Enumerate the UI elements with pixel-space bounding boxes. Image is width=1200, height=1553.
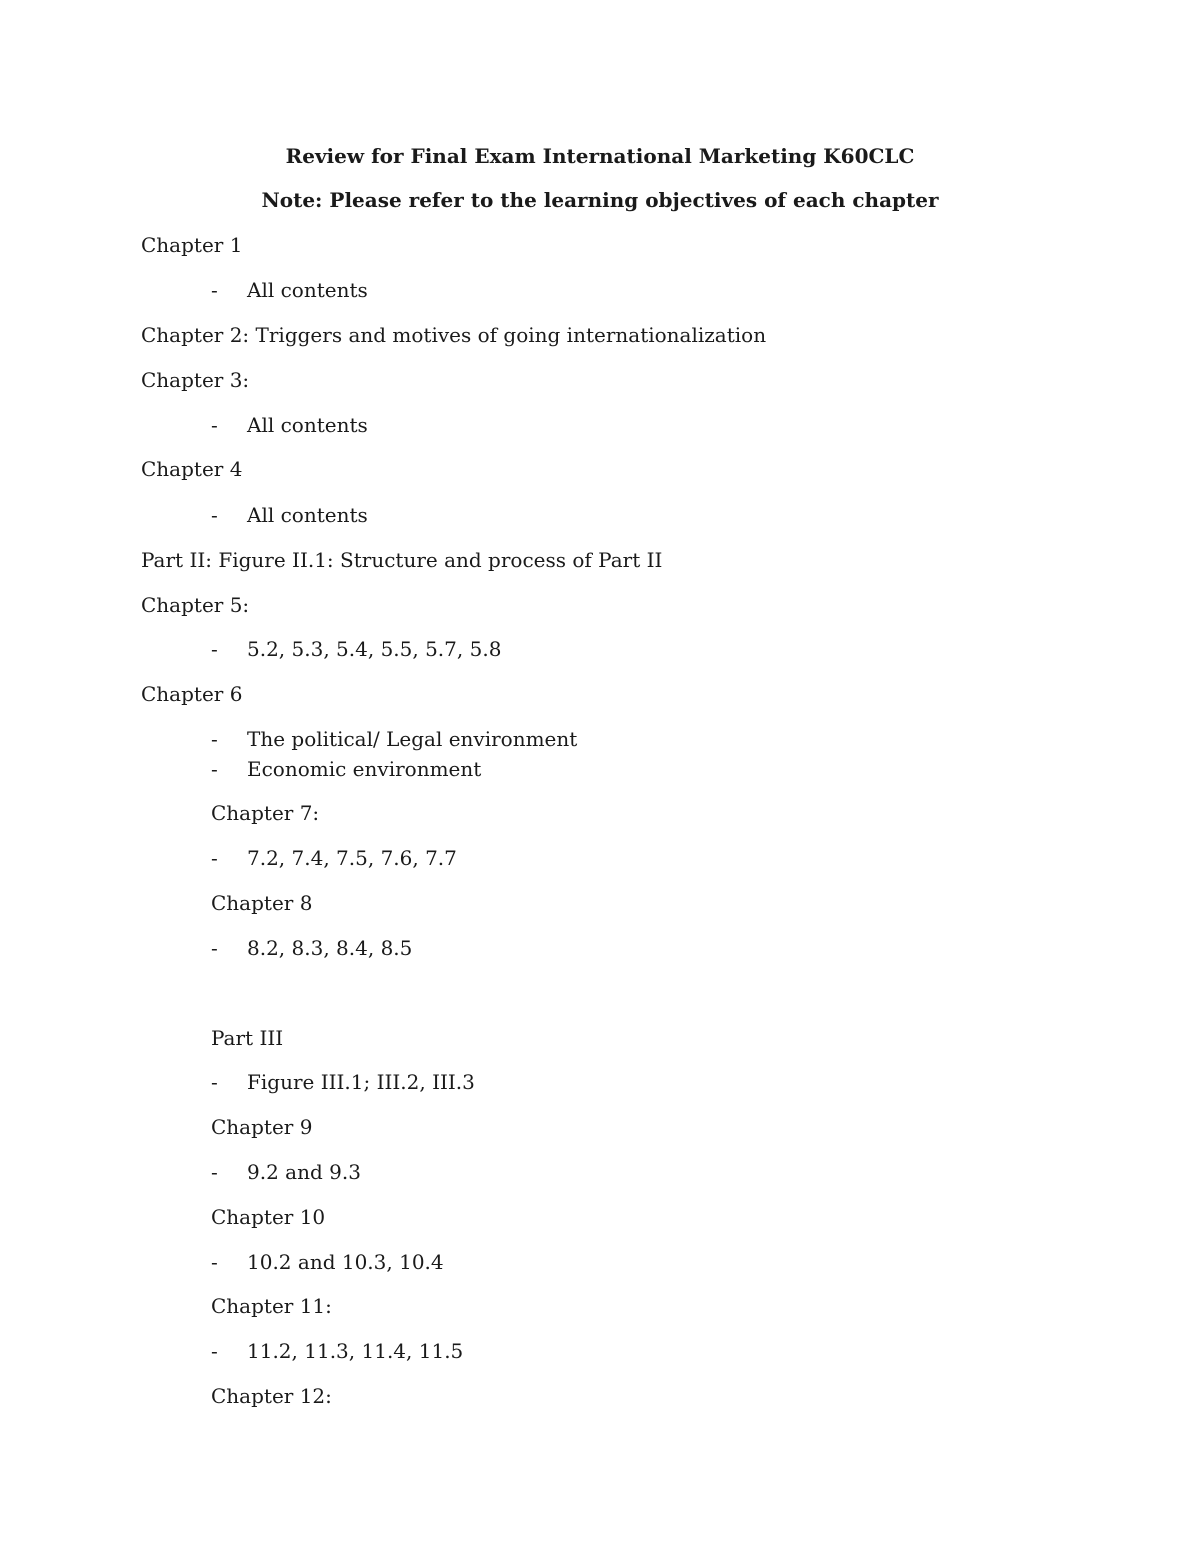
bullet-dash: -	[211, 1250, 218, 1274]
part-3-item: Figure III.1; III.2, III.3	[247, 1070, 475, 1094]
chapter-4-heading: Chapter 4	[141, 457, 243, 481]
chapter-10-heading: Chapter 10	[211, 1205, 326, 1229]
chapter-3-item: All contents	[247, 413, 368, 437]
chapter-2-heading: Chapter 2: Triggers and motives of going internationalization	[141, 323, 767, 347]
chapter-7-item: 7.2, 7.4, 7.5, 7.6, 7.7	[247, 846, 457, 870]
part-2-heading: Part II: Figure II.1: Structure and process of Part II	[141, 548, 663, 572]
chapter-3-heading: Chapter 3:	[141, 368, 250, 392]
chapter-8-item: 8.2, 8.3, 8.4, 8.5	[247, 936, 413, 960]
bullet-dash: -	[211, 278, 218, 302]
bullet-dash: -	[211, 1160, 218, 1184]
document-note: Note: Please refer to the learning objectives of each chapter	[261, 188, 939, 212]
bullet-dash: -	[211, 1339, 218, 1363]
chapter-7-heading: Chapter 7:	[211, 801, 320, 825]
chapter-5-item: 5.2, 5.3, 5.4, 5.5, 5.7, 5.8	[247, 637, 502, 661]
bullet-dash: -	[211, 503, 218, 527]
bullet-dash: -	[211, 413, 218, 437]
chapter-4-item: All contents	[247, 503, 368, 527]
chapter-6-heading: Chapter 6	[141, 682, 243, 706]
chapter-8-heading: Chapter 8	[211, 891, 313, 915]
document-title: Review for Final Exam International Marketing K60CLC	[285, 144, 915, 168]
bullet-dash: -	[211, 637, 218, 661]
bullet-dash: -	[211, 757, 218, 781]
chapter-1-item: All contents	[247, 278, 368, 302]
part-3-heading: Part III	[211, 1026, 284, 1050]
chapter-1-heading: Chapter 1	[141, 233, 243, 257]
bullet-dash: -	[211, 936, 218, 960]
chapter-12-heading: Chapter 12:	[211, 1384, 332, 1408]
chapter-11-heading: Chapter 11:	[211, 1294, 332, 1318]
chapter-9-item: 9.2 and 9.3	[247, 1160, 361, 1184]
chapter-9-heading: Chapter 9	[211, 1115, 313, 1139]
chapter-5-heading: Chapter 5:	[141, 593, 250, 617]
bullet-dash: -	[211, 846, 218, 870]
chapter-11-item: 11.2, 11.3, 11.4, 11.5	[247, 1339, 464, 1363]
chapter-6-item: Economic environment	[247, 757, 482, 781]
chapter-10-item: 10.2 and 10.3, 10.4	[247, 1250, 444, 1274]
chapter-6-item: The political/ Legal environment	[247, 727, 578, 751]
bullet-dash: -	[211, 727, 218, 751]
bullet-dash: -	[211, 1070, 218, 1094]
